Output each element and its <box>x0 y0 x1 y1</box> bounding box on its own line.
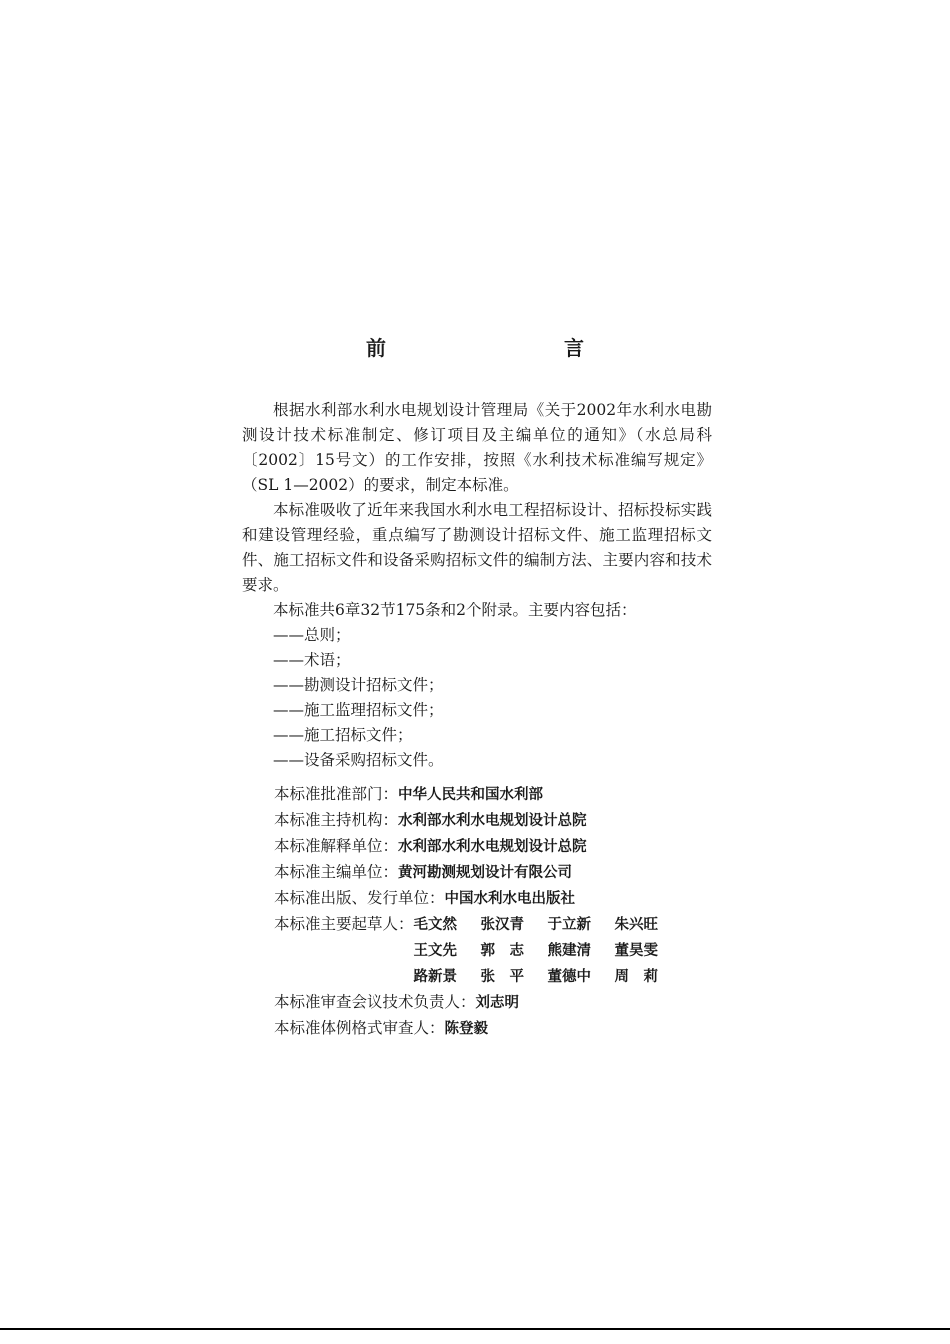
approve-label: 本标准批准部门： <box>274 785 399 803</box>
review-value: 刘志明 <box>475 995 520 1011</box>
drafter-name: 毛文然 <box>413 917 458 933</box>
editor-value: 黄河勘测规划设计有限公司 <box>398 865 573 881</box>
interpret-row <box>274 834 734 860</box>
interpret-label: 本标准解释单位： <box>274 837 399 855</box>
review-label: 本标准审查会议技术负责人： <box>274 993 476 1011</box>
bottom-divider <box>0 1328 950 1330</box>
host-value: 水利部水利水电规划设计总院 <box>398 813 587 829</box>
drafter-line <box>414 912 682 938</box>
review-row <box>274 990 734 1016</box>
list-item: ——勘测设计招标文件； <box>273 676 444 694</box>
drafters-list <box>414 912 682 990</box>
list-item: ——术语； <box>273 651 351 669</box>
list-item: ——施工招标文件； <box>273 726 413 744</box>
drafter-name: 张汉青 <box>480 917 525 933</box>
drafters-row <box>274 912 734 990</box>
page-title: 前 言 <box>366 336 630 360</box>
preface-paragraph-3: 本标准共6章32节175条和2个附录。主要内容包括： <box>273 601 637 619</box>
publisher-row <box>274 886 734 912</box>
host-row <box>274 808 734 834</box>
format-row <box>274 1016 734 1042</box>
format-label: 本标准体例格式审查人： <box>274 1019 445 1037</box>
approve-value: 中华人民共和国水利部 <box>398 787 544 803</box>
publisher-label: 本标准出版、发行单位： <box>274 889 445 907</box>
format-value: 陈登毅 <box>444 1021 489 1037</box>
editor-label: 本标准主编单位： <box>274 863 399 881</box>
drafter-name: 董德中 <box>547 969 592 985</box>
approve-row <box>274 782 734 808</box>
interpret-value: 水利部水利水电规划设计总院 <box>398 839 587 855</box>
drafter-name: 熊建清 <box>547 943 592 959</box>
editor-row <box>274 860 734 886</box>
drafter-name: 郭 志 <box>480 943 525 959</box>
preface-body <box>242 398 712 773</box>
drafter-name: 周 莉 <box>614 969 659 985</box>
drafter-name: 董昊雯 <box>614 943 659 959</box>
publisher-value: 中国水利水电出版社 <box>444 891 576 907</box>
preface-paragraph-2: 本标准吸收了近年来我国水利水电工程招标设计、招标投标实践和建设管理经验，重点编写了勘测设计招标文件、施工监理招标文件、施工招标文件和设备采购招标文件的编制方法、主要内容和技术要求。 <box>242 501 712 594</box>
drafter-name: 张 平 <box>480 969 525 985</box>
list-item: ——施工监理招标文件； <box>273 701 444 719</box>
drafter-name: 于立新 <box>547 917 592 933</box>
contents-list <box>242 623 712 773</box>
drafter-name: 路新景 <box>413 969 458 985</box>
drafters-label: 本标准主要起草人： <box>274 915 414 933</box>
drafter-name: 王文先 <box>413 943 458 959</box>
host-label: 本标准主持机构： <box>274 811 399 829</box>
drafter-name: 朱兴旺 <box>614 917 659 933</box>
list-item: ——设备采购招标文件。 <box>273 751 444 769</box>
preface-paragraph-1: 根据水利部水利水电规划设计管理局《关于2002年水利水电勘测设计技术标准制定、修订项目及主编单位的通知》（水总局科〔2002〕15号文）的工作安排，按照《水利技术标准编写规定》（SL 1—2002）的要求，制定本标准。 <box>242 401 712 494</box>
list-item: ——总则； <box>273 626 351 644</box>
standard-info <box>274 782 734 1042</box>
drafter-line <box>414 938 682 964</box>
drafter-line <box>414 964 682 990</box>
